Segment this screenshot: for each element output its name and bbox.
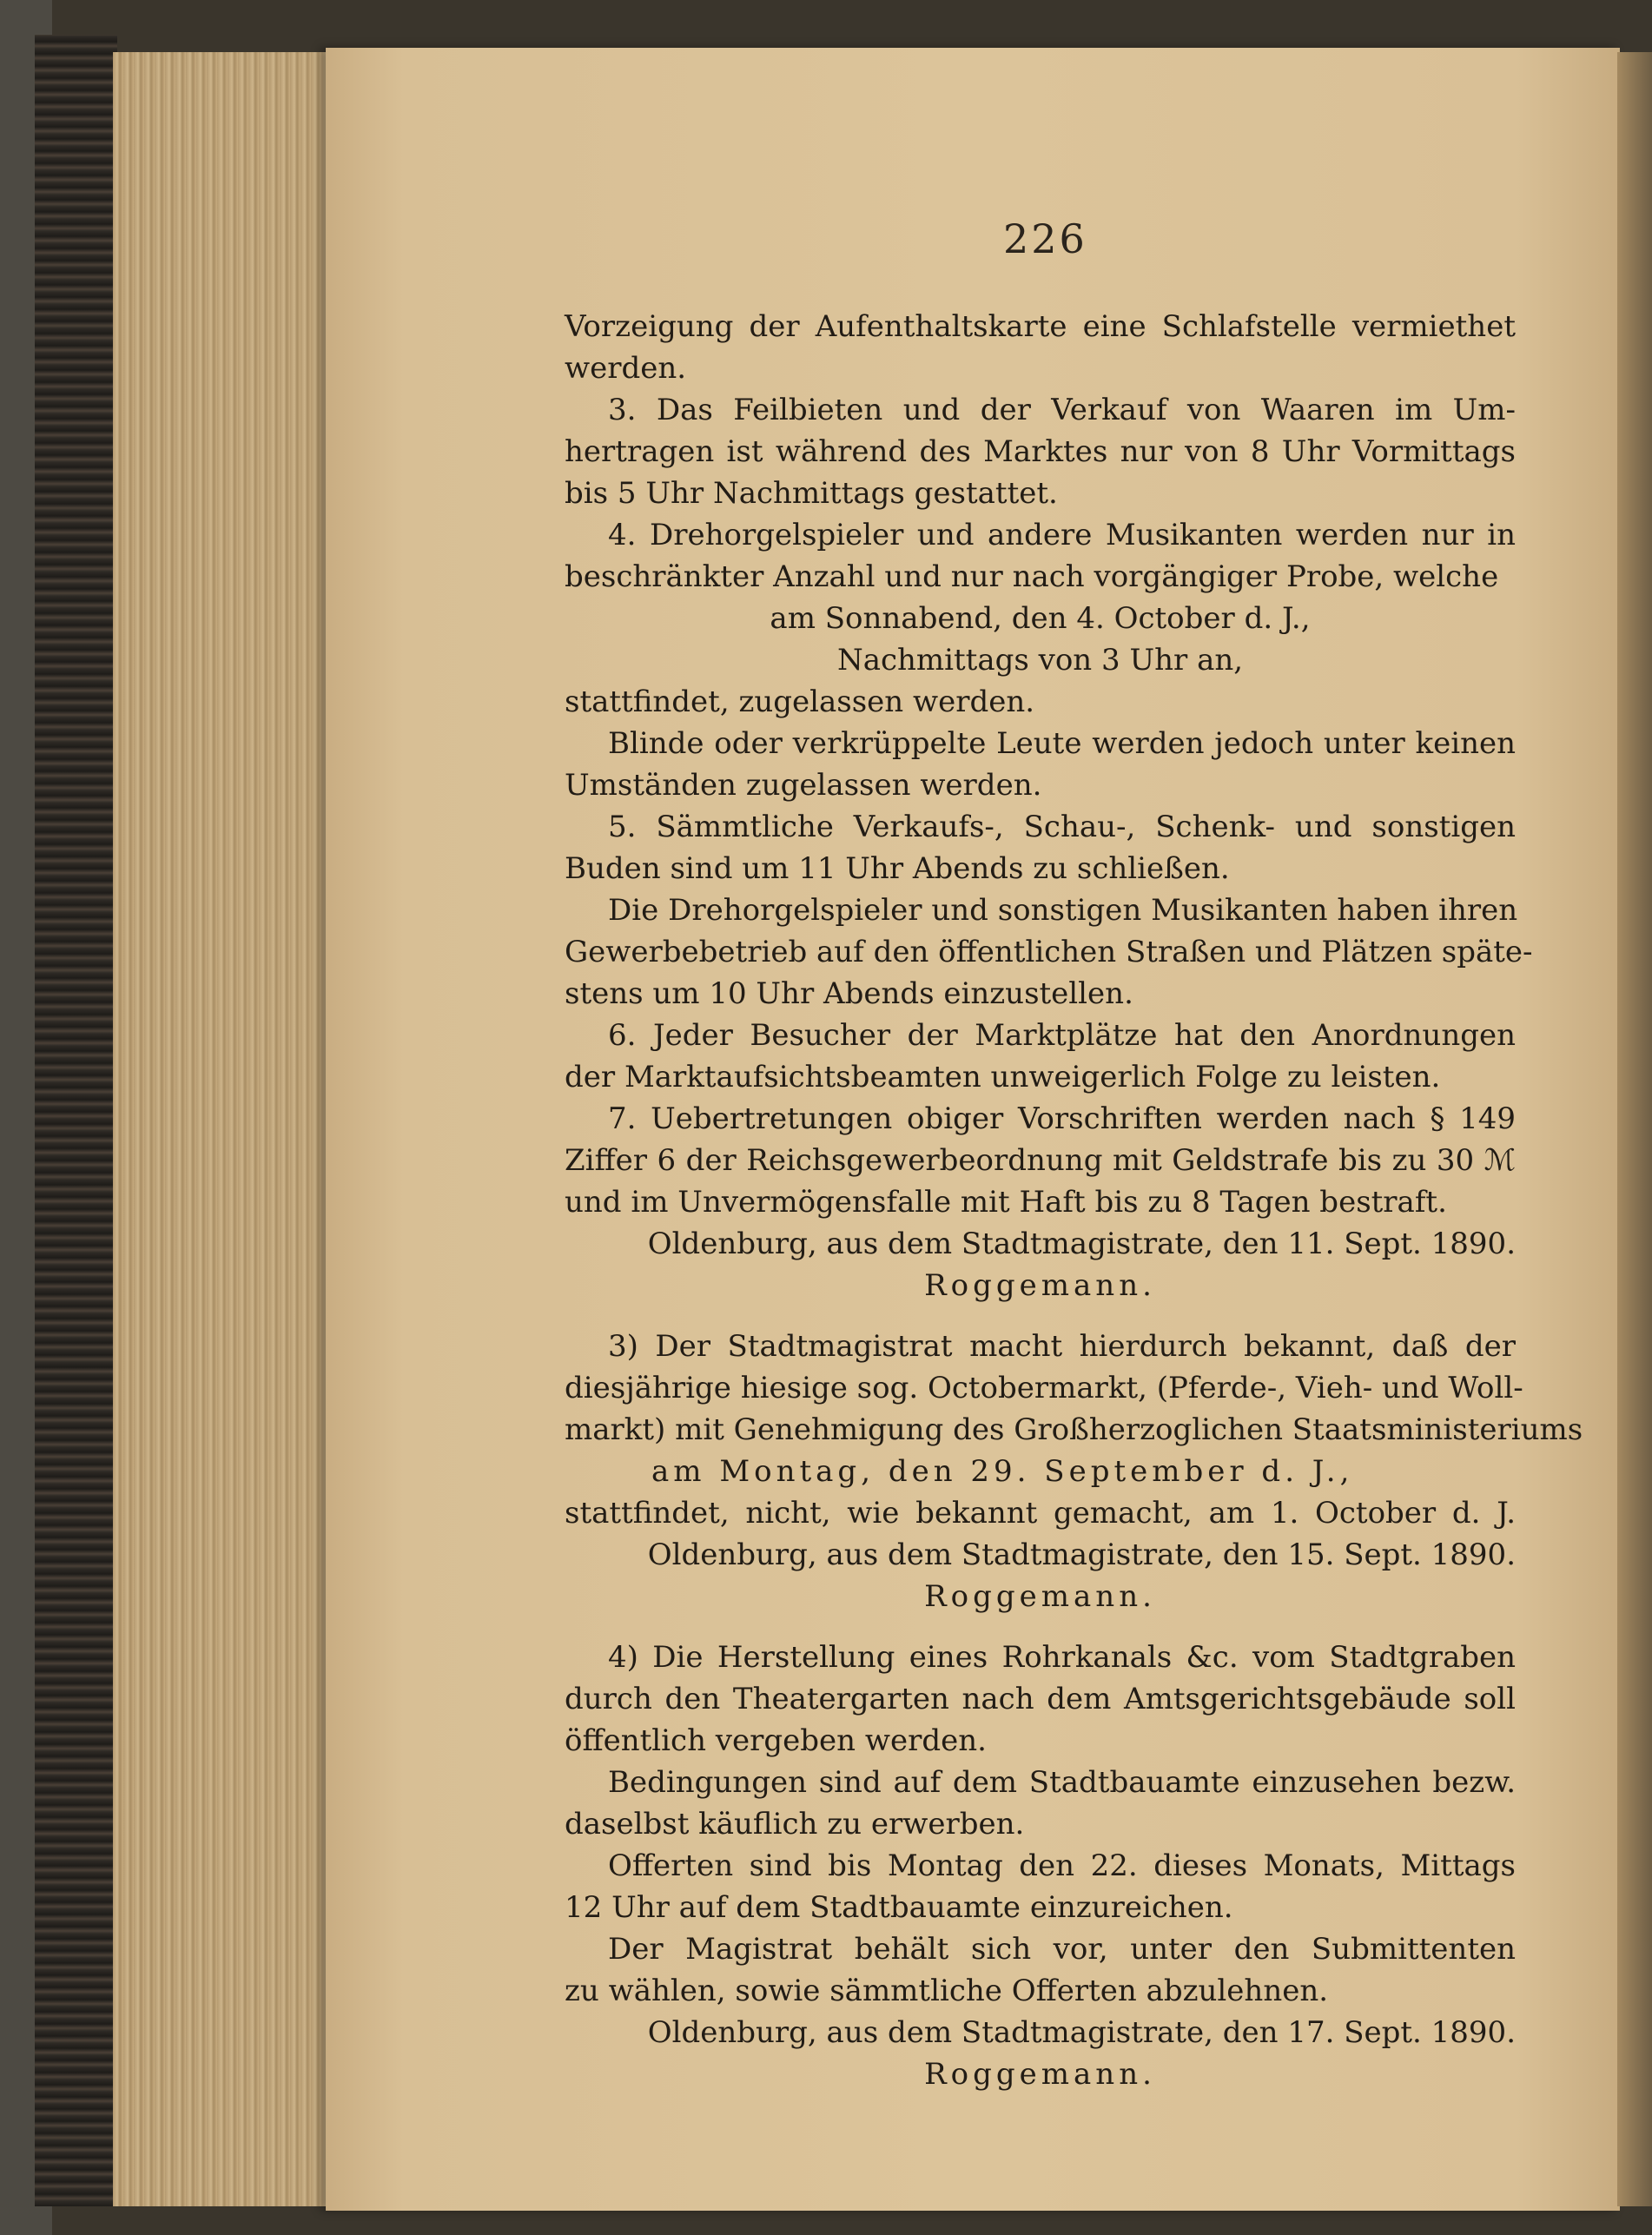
text-line: hertragen ist während des Marktes nur von 8 Uhr Vormittags <box>565 434 1516 469</box>
text-line: daselbst käuflich zu erwerben. <box>565 1807 1025 1842</box>
text-line: 12 Uhr auf dem Stadtbauamte einzureichen. <box>565 1890 1233 1925</box>
text-line: Oldenburg, aus dem Stadtmagistrate, den 17. Sept. 1890. <box>647 2015 1516 2050</box>
text-line: öffentlich vergeben werden. <box>565 1723 987 1758</box>
text-line: stens um 10 Uhr Abends einzustellen. <box>565 976 1133 1011</box>
text-line: Buden sind um 11 Uhr Abends zu schließen. <box>565 851 1230 886</box>
page-text <box>565 306 1583 2095</box>
text-line: am Sonnabend, den 4. October d. J., <box>770 601 1311 636</box>
text-line: Oldenburg, aus dem Stadtmagistrate, den 11. Sept. 1890. <box>647 1227 1516 1261</box>
text-line: Offerten sind bis Montag den 22. dieses Monats, Mittags <box>608 1848 1516 1883</box>
paragraph-gap <box>565 1306 1516 1326</box>
text-line: Die Drehorgelspieler und sonstigen Musikanten haben ihren <box>608 893 1518 928</box>
text-line: Vorzeigung der Aufenthaltskarte eine Schlafstelle vermiethet <box>565 309 1516 344</box>
page-number: 226 <box>1003 215 1087 262</box>
text-line: 3. Das Feilbieten und der Verkauf von Waaren im Um- <box>608 393 1516 427</box>
text-line: 4. Drehorgelspieler und andere Musikanten werden nur in <box>608 518 1516 552</box>
text-line: 7. Uebertretungen obiger Vorschriften werden nach § 149 <box>608 1101 1516 1136</box>
signature-line: Roggemann. <box>924 1268 1156 1303</box>
text-line: 5. Sämmtliche Verkaufs-, Schau-, Schenk- und sonstigen <box>608 810 1516 844</box>
text-line: diesjährige hiesige sog. Octobermarkt, (Pferde-, Vieh- und Woll- <box>565 1371 1523 1405</box>
text-line: werden. <box>565 351 687 386</box>
text-line: Bedingungen sind auf dem Stadtbauamte einzusehen bezw. <box>608 1765 1516 1800</box>
text-line: 4) Die Herstellung eines Rohrkanals &c. vom Stadtgraben <box>608 1640 1516 1675</box>
page-stack-edge <box>113 52 330 2206</box>
text-line: Ziffer 6 der Reichsgewerbeordnung mit Geldstrafe bis zu 30 ℳ <box>565 1143 1516 1178</box>
facing-page-edge <box>1617 52 1652 2206</box>
text-line: 3) Der Stadtmagistrat macht hierdurch bekannt, daß der <box>608 1329 1516 1364</box>
text-line: zu wählen, sowie sämmtliche Offerten abzulehnen. <box>565 1974 1329 2008</box>
text-line: Gewerbebetrieb auf den öffentlichen Straßen und Plätzen späte- <box>565 935 1533 969</box>
text-line: markt) mit Genehmigung des Großherzoglichen Staatsministeriums <box>565 1412 1583 1447</box>
text-line: durch den Theatergarten nach dem Amtsgerichtsgebäude soll <box>565 1682 1516 1716</box>
text-line: stattfindet, nicht, wie bekannt gemacht, am 1. October d. J. <box>565 1496 1516 1531</box>
text-line: Nachmittags von 3 Uhr an, <box>836 643 1244 678</box>
signature-line: Roggemann. <box>924 2057 1156 2092</box>
signature-line: Roggemann. <box>924 1579 1156 1614</box>
text-line: Oldenburg, aus dem Stadtmagistrate, den 15. Sept. 1890. <box>647 1537 1516 1572</box>
text-line: stattfindet, zugelassen werden. <box>565 684 1035 719</box>
text-line: Blinde oder verkrüppelte Leute werden jedoch unter keinen <box>608 726 1516 761</box>
paragraph-gap <box>565 1617 1516 1637</box>
text-line: und im Unvermögensfalle mit Haft bis zu 8 Tagen bestraft. <box>565 1185 1447 1220</box>
text-line: bis 5 Uhr Nachmittags gestattet. <box>565 476 1058 511</box>
book-spine <box>35 35 117 2206</box>
text-line: der Marktaufsichtsbeamten unweigerlich Folge zu leisten. <box>565 1060 1441 1094</box>
text-line: Umständen zugelassen werden. <box>565 768 1042 803</box>
text-line: am Montag, den 29. September d. J., <box>651 1454 1354 1489</box>
text-line: 6. Jeder Besucher der Marktplätze hat den Anordnungen <box>608 1018 1516 1053</box>
text-line: beschränkter Anzahl und nur nach vorgängiger Probe, welche <box>565 559 1499 594</box>
text-line: Der Magistrat behält sich vor, unter den Submittenten <box>608 1932 1516 1967</box>
